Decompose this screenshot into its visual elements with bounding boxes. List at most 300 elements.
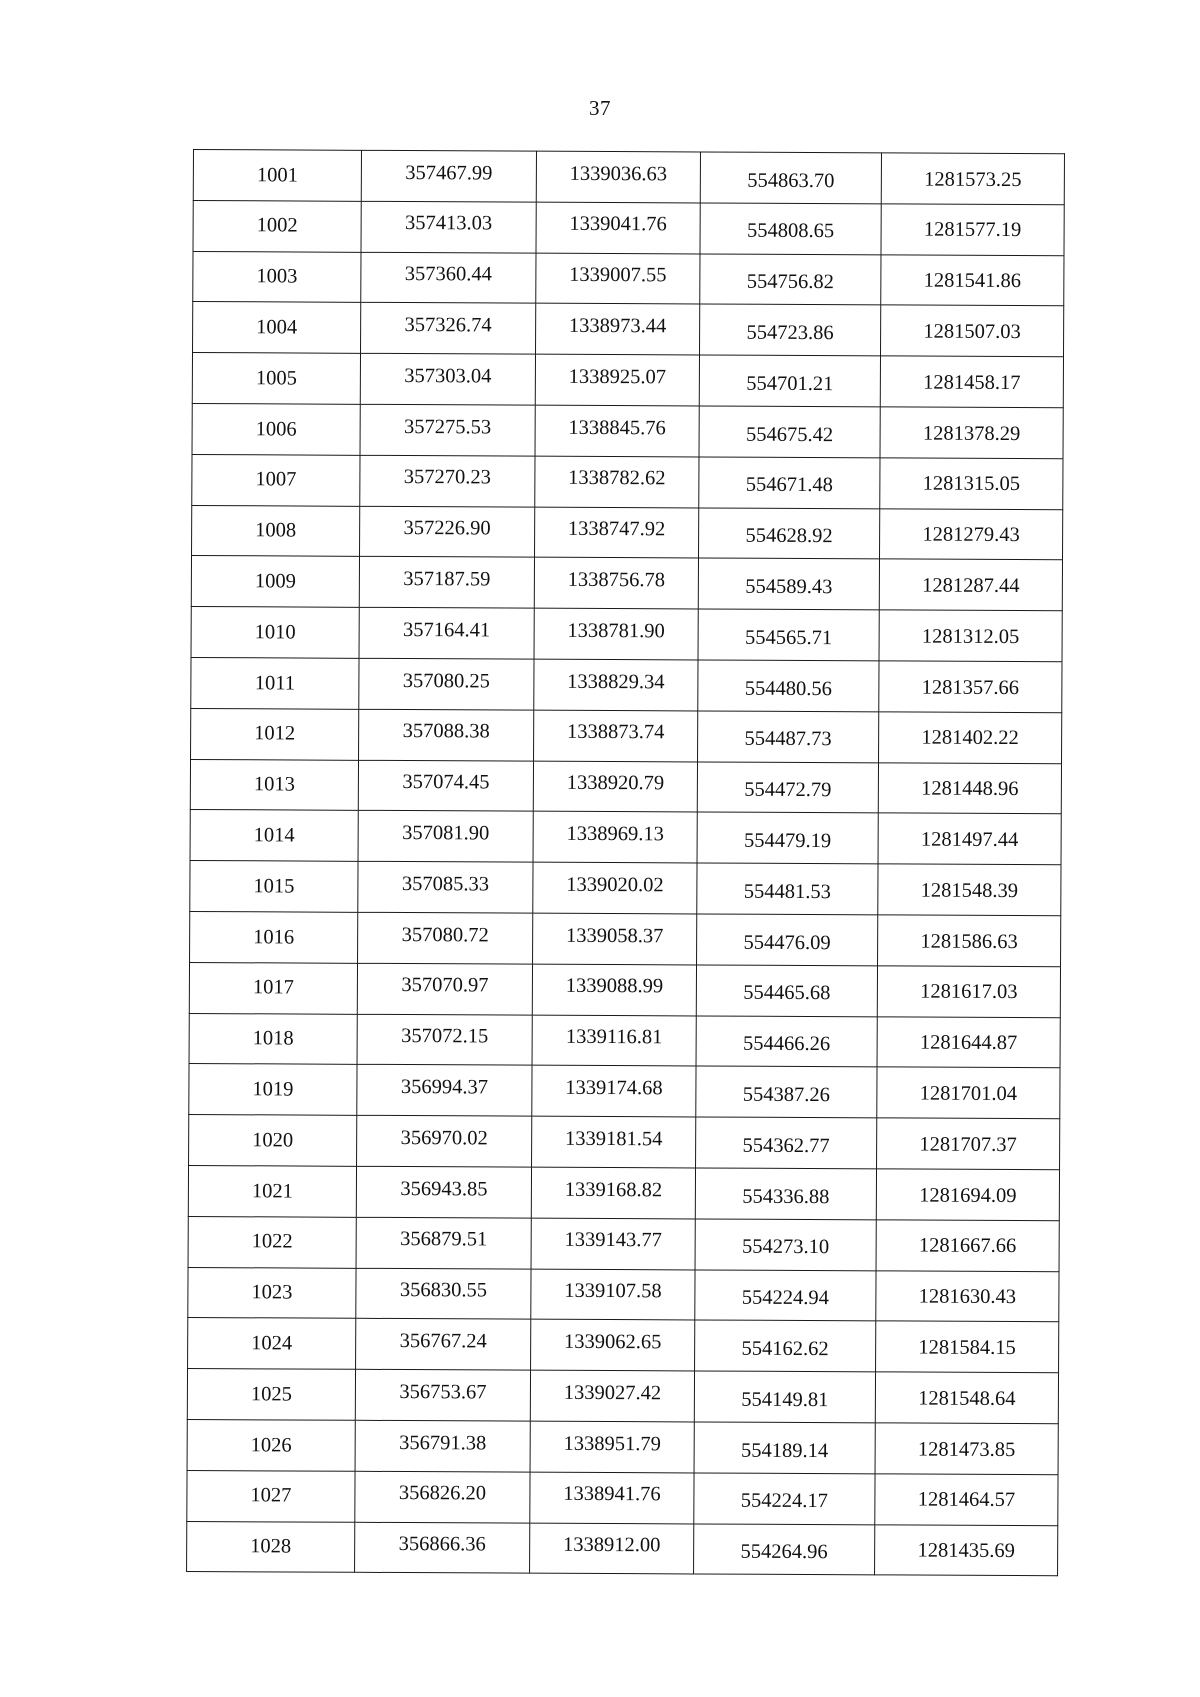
point-id-cell: [192, 353, 360, 405]
coord-b-x-cell: [699, 457, 880, 509]
coord-a-x-cell: [361, 201, 536, 253]
point-id-cell: [191, 657, 359, 709]
coord-b-y-cell: [877, 1118, 1060, 1170]
cell-value: 1281435.69: [917, 1539, 1015, 1563]
point-id-cell: [188, 1267, 356, 1319]
cell-value: 357088.38: [402, 720, 490, 743]
cell-value: 554387.26: [742, 1083, 831, 1107]
point-id-cell: [187, 1369, 355, 1421]
coord-a-y-cell: [531, 1218, 695, 1270]
cell-value: 1281617.03: [920, 980, 1018, 1004]
cell-value: 357085.33: [401, 872, 490, 896]
cell-value: 357467.99: [405, 161, 493, 185]
coord-a-x-cell: [359, 607, 534, 659]
cell-value: 356767.24: [399, 1329, 487, 1353]
cell-value: 1281548.64: [918, 1387, 1016, 1410]
cell-value: 1338941.76: [563, 1483, 661, 1506]
table-row: [189, 1115, 1060, 1170]
point-id-cell: [189, 1115, 357, 1167]
point-id-cell: [189, 962, 357, 1014]
coord-a-x-cell: [357, 1014, 532, 1066]
cell-value: 1281584.15: [918, 1336, 1016, 1360]
cell-value: 1008: [255, 519, 297, 542]
table-row: [189, 1013, 1060, 1068]
cell-value: 1338873.74: [566, 721, 665, 744]
coord-b-y-cell: [880, 407, 1063, 459]
coord-a-y-cell: [532, 1015, 696, 1067]
coord-b-x-cell: [694, 1473, 875, 1525]
table-row: [191, 556, 1062, 611]
cell-value: 1027: [250, 1484, 292, 1507]
coord-b-y-cell: [876, 1321, 1059, 1373]
cell-value: 554628.92: [745, 524, 833, 548]
coord-a-x-cell: [357, 963, 532, 1015]
coord-a-x-cell: [356, 1268, 531, 1320]
table-row: [189, 962, 1060, 1017]
cell-value: 1339116.81: [565, 1026, 663, 1049]
coord-a-x-cell: [355, 1522, 530, 1574]
coord-a-y-cell: [535, 405, 699, 457]
coord-a-y-cell: [533, 812, 697, 864]
coord-b-x-cell: [700, 203, 881, 255]
cell-value: 1001: [256, 163, 298, 187]
coord-a-x-cell: [355, 1420, 530, 1472]
cell-value: 357080.25: [402, 669, 491, 693]
coord-a-x-cell: [358, 912, 533, 964]
coord-a-y-cell: [534, 608, 698, 660]
coord-b-y-cell: [875, 1372, 1058, 1424]
coord-b-x-cell: [698, 711, 879, 763]
table-row: [193, 150, 1064, 205]
cell-value: 1339027.42: [563, 1381, 662, 1405]
point-id-cell: [192, 505, 360, 557]
coord-b-y-cell: [875, 1474, 1058, 1526]
cell-value: 1028: [250, 1535, 292, 1558]
cell-value: 1338912.00: [562, 1533, 661, 1557]
cell-value: 356943.85: [400, 1177, 488, 1201]
table-row: [187, 1470, 1058, 1525]
cell-value: 1339181.54: [564, 1127, 663, 1151]
table-row: [187, 1419, 1058, 1474]
cell-value: 1017: [252, 976, 294, 999]
table-row: [192, 403, 1063, 458]
coord-a-y-cell: [532, 1116, 696, 1168]
cell-value: 1281279.43: [922, 523, 1020, 547]
coord-b-y-cell: [877, 1016, 1060, 1068]
coord-b-y-cell: [880, 305, 1063, 357]
table-row: [188, 1318, 1059, 1373]
coord-b-x-cell: [698, 609, 879, 661]
cell-value: 1338845.76: [568, 416, 666, 439]
point-id-cell: [187, 1521, 355, 1573]
coord-a-x-cell: [360, 404, 535, 456]
coord-b-y-cell: [881, 204, 1064, 256]
point-id-cell: [192, 454, 360, 506]
coord-b-y-cell: [878, 762, 1061, 814]
cell-value: 1281357.66: [921, 676, 1020, 699]
point-id-cell: [187, 1470, 355, 1522]
table-row: [193, 200, 1064, 255]
table-row: [188, 1216, 1059, 1271]
coord-a-x-cell: [359, 557, 534, 609]
point-id-cell: [193, 200, 361, 252]
table-row: [192, 353, 1063, 408]
cell-value: 357326.74: [404, 314, 492, 337]
cell-value: 357303.04: [404, 364, 492, 388]
cell-value: 1026: [250, 1433, 292, 1457]
cell-value: 357187.59: [403, 568, 491, 591]
table-row: [190, 911, 1061, 966]
cell-value: 357081.90: [402, 822, 490, 845]
cell-value: 356994.37: [400, 1076, 489, 1099]
page-number: 37: [589, 96, 611, 120]
cell-value: 1013: [253, 773, 295, 796]
table-row: [193, 251, 1064, 306]
cell-value: 554465.68: [743, 982, 831, 1005]
cell-value: 1338969.13: [566, 822, 664, 846]
table-row: [191, 708, 1062, 763]
cell-value: 1281707.37: [919, 1133, 1017, 1156]
cell-value: 1011: [254, 671, 296, 695]
cell-value: 356879.51: [400, 1228, 488, 1251]
coord-a-y-cell: [534, 659, 698, 711]
coord-b-x-cell: [697, 812, 878, 864]
table-row: [192, 505, 1063, 560]
point-id-cell: [190, 911, 358, 963]
coord-a-x-cell: [357, 1115, 532, 1167]
point-id-cell: [193, 251, 361, 303]
cell-value: 554189.14: [741, 1439, 829, 1462]
cell-value: 554756.82: [746, 270, 834, 294]
cell-value: 1010: [254, 621, 296, 644]
cell-value: 356970.02: [400, 1126, 488, 1150]
coord-b-x-cell: [694, 1422, 875, 1474]
coord-b-y-cell: [878, 864, 1061, 916]
coord-a-x-cell: [360, 354, 535, 406]
cell-value: 554466.26: [743, 1032, 831, 1056]
cell-value: 357072.15: [401, 1025, 489, 1048]
coord-b-x-cell: [695, 1168, 876, 1220]
point-id-cell: [190, 759, 358, 811]
cell-value: 1338781.90: [567, 619, 665, 643]
cell-value: 357413.03: [405, 212, 493, 235]
cell-value: 356791.38: [399, 1431, 487, 1455]
table-row: [188, 1267, 1059, 1322]
coord-b-x-cell: [699, 355, 880, 407]
coord-b-y-cell: [881, 153, 1064, 205]
coord-b-y-cell: [875, 1524, 1058, 1576]
cell-value: 357270.23: [403, 466, 492, 489]
cell-value: 357070.97: [401, 974, 489, 997]
coord-b-y-cell: [876, 1270, 1059, 1322]
coord-b-y-cell: [880, 458, 1063, 510]
table-row: [193, 302, 1064, 357]
cell-value: 1338829.34: [567, 670, 665, 693]
cell-value: 1009: [254, 570, 296, 593]
cell-value: 1338782.62: [568, 467, 666, 490]
coord-a-x-cell: [360, 455, 535, 507]
cell-value: 356830.55: [399, 1279, 488, 1302]
cell-value: 554565.71: [745, 626, 833, 649]
cell-value: 1281464.57: [917, 1488, 1016, 1512]
point-id-cell: [187, 1419, 355, 1471]
coord-b-x-cell: [699, 304, 880, 356]
coord-a-y-cell: [535, 507, 699, 559]
coord-b-x-cell: [694, 1371, 875, 1423]
coord-b-y-cell: [876, 1220, 1059, 1272]
table-row: [187, 1521, 1058, 1576]
coord-a-y-cell: [531, 1167, 695, 1219]
cell-value: 1281448.96: [921, 777, 1019, 801]
cell-value: 1281630.43: [918, 1285, 1017, 1309]
cell-value: 1339088.99: [565, 975, 664, 998]
coord-b-y-cell: [875, 1423, 1058, 1475]
cell-value: 1020: [252, 1129, 294, 1152]
coord-a-x-cell: [361, 252, 536, 304]
cell-value: 1339036.63: [569, 162, 668, 185]
coord-a-y-cell: [534, 710, 698, 762]
cell-value: 1006: [255, 417, 297, 441]
table-row: [191, 657, 1062, 712]
cell-value: 1339007.55: [569, 264, 667, 287]
cell-value: 1281573.25: [924, 168, 1022, 191]
coord-a-y-cell: [532, 1066, 696, 1118]
cell-value: 1339107.58: [564, 1279, 662, 1303]
coord-a-y-cell: [536, 253, 700, 305]
cell-value: 1338756.78: [567, 568, 666, 592]
cell-value: 1281497.44: [920, 828, 1019, 852]
coord-a-x-cell: [361, 150, 536, 202]
cell-value: 554675.42: [745, 423, 834, 446]
coord-b-x-cell: [698, 660, 879, 712]
cell-value: 1281473.85: [917, 1438, 1016, 1461]
cell-value: 554487.73: [744, 728, 832, 751]
cell-value: 554264.96: [740, 1540, 828, 1564]
cell-value: 554149.81: [741, 1388, 829, 1411]
coord-a-y-cell: [530, 1523, 694, 1575]
cell-value: 1007: [255, 468, 297, 491]
cell-value: 554336.88: [742, 1185, 830, 1208]
point-id-cell: [188, 1318, 356, 1370]
coord-b-x-cell: [700, 152, 881, 204]
cell-value: 1281287.44: [922, 574, 1020, 598]
cell-value: 1338920.79: [566, 772, 665, 795]
cell-value: 1005: [255, 367, 297, 390]
cell-value: 1024: [251, 1332, 293, 1355]
coord-a-y-cell: [530, 1370, 694, 1422]
cell-value: 1023: [251, 1281, 293, 1304]
coord-a-x-cell: [355, 1471, 530, 1523]
coord-a-y-cell: [536, 304, 700, 356]
coord-b-x-cell: [696, 965, 877, 1017]
cell-value: 554480.56: [744, 677, 832, 700]
coord-a-x-cell: [356, 1217, 531, 1269]
table-row: [190, 810, 1061, 865]
cell-value: 554362.77: [742, 1134, 830, 1157]
coord-a-y-cell: [531, 1319, 695, 1371]
coord-a-x-cell: [356, 1166, 531, 1218]
cell-value: 1339062.65: [563, 1330, 662, 1354]
coord-a-x-cell: [357, 1065, 532, 1117]
point-id-cell: [193, 150, 361, 202]
coord-b-y-cell: [876, 1169, 1059, 1221]
cell-value: 554273.10: [742, 1236, 830, 1259]
coord-b-x-cell: [695, 1219, 876, 1271]
cell-value: 554479.19: [744, 829, 832, 853]
coord-a-y-cell: [532, 964, 696, 1016]
cell-value: 554481.53: [743, 880, 831, 903]
cell-value: 1338973.44: [568, 314, 667, 338]
cell-value: 1281548.39: [920, 879, 1019, 902]
table-row: [187, 1369, 1058, 1424]
cell-value: 1281586.63: [920, 930, 1018, 953]
coord-b-y-cell: [877, 966, 1060, 1018]
coord-a-x-cell: [355, 1369, 530, 1421]
cell-value: 1015: [253, 875, 295, 898]
cell-value: 1339168.82: [564, 1178, 663, 1201]
coord-a-y-cell: [535, 456, 699, 508]
coord-a-y-cell: [533, 761, 697, 813]
cell-value: 554671.48: [745, 474, 833, 497]
point-id-cell: [192, 403, 360, 455]
cell-value: 1281378.29: [922, 422, 1021, 445]
coord-a-y-cell: [531, 1269, 695, 1321]
coord-a-y-cell: [535, 354, 699, 406]
cell-value: 357360.44: [404, 263, 493, 286]
coord-b-y-cell: [879, 712, 1062, 764]
table-row: [190, 759, 1061, 814]
coord-a-y-cell: [536, 151, 700, 203]
point-id-cell: [191, 607, 359, 659]
cell-value: 1012: [254, 722, 296, 745]
coord-b-x-cell: [696, 1016, 877, 1068]
point-id-cell: [191, 708, 359, 760]
cell-value: 1281577.19: [923, 219, 1022, 242]
coord-b-y-cell: [879, 559, 1062, 611]
coord-b-y-cell: [880, 508, 1063, 560]
coord-a-y-cell: [536, 202, 700, 254]
coordinate-table-body: [187, 150, 1065, 1577]
coord-a-x-cell: [359, 709, 534, 761]
cell-value: 1019: [252, 1078, 294, 1101]
coord-a-x-cell: [358, 861, 533, 913]
coord-b-x-cell: [699, 406, 880, 458]
cell-value: 357226.90: [403, 517, 491, 540]
point-id-cell: [189, 1013, 357, 1065]
cell-value: 554162.62: [741, 1337, 829, 1361]
cell-value: 1281701.04: [919, 1082, 1018, 1106]
cell-value: 554723.86: [746, 321, 834, 345]
cell-value: 554224.17: [740, 1490, 829, 1513]
cell-value: 1021: [251, 1179, 293, 1203]
coord-b-x-cell: [700, 254, 881, 306]
cell-value: 1281312.05: [921, 625, 1020, 648]
cell-value: 1018: [252, 1027, 294, 1050]
cell-value: 1281667.66: [918, 1234, 1017, 1258]
cell-value: 1339058.37: [565, 924, 664, 947]
cell-value: 356826.20: [398, 1482, 487, 1505]
cell-value: 357080.72: [401, 923, 489, 947]
coord-b-y-cell: [879, 661, 1062, 713]
cell-value: 1281541.86: [923, 269, 1022, 293]
coord-a-x-cell: [356, 1319, 531, 1371]
point-id-cell: [188, 1165, 356, 1217]
cell-value: 357164.41: [403, 618, 491, 642]
cell-value: 357275.53: [404, 415, 492, 439]
cell-value: 554472.79: [744, 778, 832, 802]
coord-b-x-cell: [694, 1523, 875, 1575]
table-row: [192, 454, 1063, 509]
cell-value: 357074.45: [402, 771, 490, 794]
cell-value: 1014: [253, 824, 295, 847]
cell-value: 1016: [253, 925, 295, 949]
coord-a-x-cell: [358, 811, 533, 863]
coord-a-y-cell: [534, 558, 698, 610]
cell-value: 1002: [256, 214, 298, 237]
table-row: [191, 607, 1062, 662]
coord-b-x-cell: [697, 914, 878, 966]
coord-b-x-cell: [696, 1117, 877, 1169]
coord-a-y-cell: [530, 1472, 694, 1524]
cell-value: 1339020.02: [566, 873, 664, 897]
point-id-cell: [191, 556, 359, 608]
coord-b-y-cell: [878, 813, 1061, 865]
coord-b-x-cell: [697, 762, 878, 814]
cell-value: 1022: [251, 1230, 293, 1253]
cell-value: 1281644.87: [919, 1031, 1018, 1055]
cell-value: 356753.67: [399, 1380, 487, 1404]
cell-value: 554863.70: [747, 169, 835, 192]
coord-b-y-cell: [877, 1067, 1060, 1119]
coord-b-y-cell: [878, 915, 1061, 967]
cell-value: 554476.09: [743, 931, 831, 954]
coord-b-x-cell: [698, 558, 879, 610]
cell-value: 554224.94: [741, 1286, 830, 1310]
coord-a-x-cell: [358, 760, 533, 812]
coord-a-y-cell: [533, 913, 697, 965]
coord-b-y-cell: [881, 254, 1064, 306]
cell-value: 1338925.07: [568, 365, 667, 389]
point-id-cell: [193, 302, 361, 354]
point-id-cell: [190, 861, 358, 913]
cell-value: 356866.36: [398, 1533, 486, 1556]
cell-value: 554808.65: [746, 220, 835, 243]
coord-a-x-cell: [360, 506, 535, 558]
coord-a-x-cell: [361, 303, 536, 355]
cell-value: 1281694.09: [919, 1184, 1017, 1207]
cell-value: 1004: [256, 316, 298, 339]
cell-value: 1339174.68: [565, 1076, 663, 1100]
coord-b-x-cell: [695, 1269, 876, 1321]
coord-b-x-cell: [695, 1320, 876, 1372]
coord-b-y-cell: [880, 356, 1063, 408]
coord-a-x-cell: [359, 658, 534, 710]
cell-value: 1025: [250, 1383, 292, 1406]
point-id-cell: [190, 810, 358, 862]
cell-value: 1281315.05: [922, 472, 1021, 496]
cell-value: 554701.21: [746, 372, 834, 395]
cell-value: 1281402.22: [921, 726, 1019, 750]
cell-value: 554589.43: [745, 575, 833, 599]
table-row: [189, 1064, 1060, 1119]
cell-value: 1281458.17: [923, 371, 1021, 394]
cell-value: 1338747.92: [567, 518, 666, 541]
cell-value: 1003: [256, 265, 298, 288]
coord-a-y-cell: [530, 1421, 694, 1473]
coord-a-y-cell: [533, 862, 697, 914]
coordinate-table: [186, 149, 1065, 1577]
cell-value: 1338951.79: [563, 1432, 661, 1455]
